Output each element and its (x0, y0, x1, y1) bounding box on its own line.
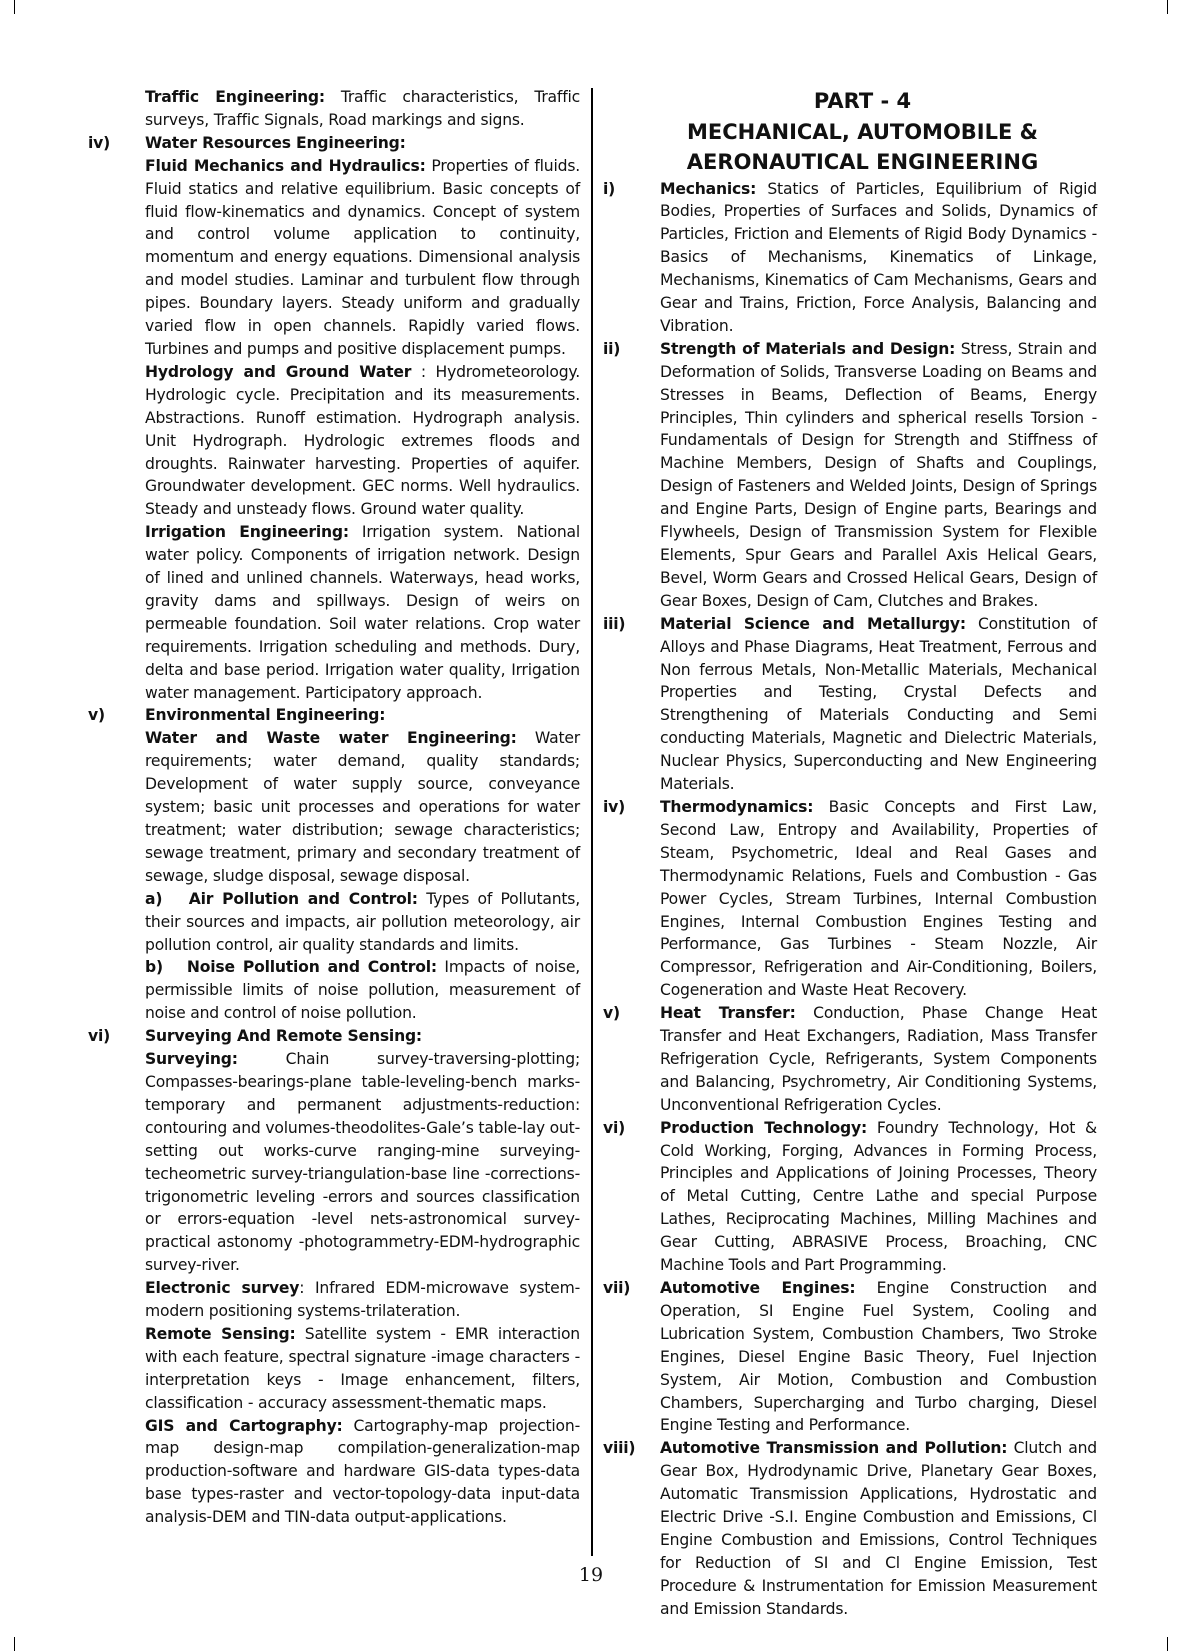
item-text: Engine Construction and Operation, SI Engine Fuel System, Cooling and Lubrication System, Combustion Chambers, Two Stroke Engines, Diesel Engine Basic Theory, Fuel Injection System, Air Motion, Combustion and Combustion Chambers, Supercharging and Turbo charging, Diesel Engine Testing and Performance. (660, 1279, 1097, 1435)
page-number: 19 (578, 1564, 604, 1586)
item-heading: Production Technology: (660, 1118, 867, 1137)
item-paragraph (660, 1277, 1097, 1437)
sub-text: : Hydrometeorology. Hydrologic cycle. Precipitation and its measurements. Abstractions. Runoff estimation. Hydrograph analysis. Unit Hydrograph. Hydrologic extremes floods and droughts. Rainwater harvesting. Properties of aquifer. Groundwater development. GEC norms. Well hydraulics. Steady and unsteady flows. Ground water quality. (145, 362, 580, 519)
sub-paragraph (145, 1323, 580, 1415)
item-paragraph (660, 178, 1097, 338)
item-text: Constitution of Alloys and Phase Diagrams, Heat Treatment, Ferrous and Non ferrous Metals, Non-Metallic Materials, Mechanical Properties and Testing, Crystal Defects and Strengthening of Materials Conducting and Semi conducting Materials, Magnetic and Dielectric Materials, Nuclear Physics, Superconducting and New Engineering Materials. (660, 614, 1097, 794)
item-paragraph (660, 613, 1097, 796)
sub-paragraph (145, 1415, 580, 1530)
sub-text: Cartography-map projection-map design-map compilation-generalization-map production-software and hardware GIS-data types-data base types-raster and vector-topology-data input-data analysis-DEM and TIN-data output-applications. (145, 1416, 581, 1527)
sub-heading: Surveying: (145, 1050, 238, 1069)
item-number: vi) (603, 1118, 626, 1137)
item-heading: Heat Transfer: (660, 1004, 796, 1023)
item-text: Basic Concepts and First Law, Second Law, Entropy and Availability, Properties of Steam, Psychometric, Ideal and Real Gases and Thermodynamic Relations, Fuels and Combustion - Gas Power Cycles, Stream Turbines, Internal Combustion Engines, Internal Combustion Engines Testing and Performance, Gas Turbines - Steam Nozzle, Air Compressor, Refrigeration and Air-Conditioning, Boilers, Cogeneration and Waste Heat Recovery. (660, 797, 1097, 1000)
right-column (603, 86, 1097, 1621)
sub-text: Types of Pollutants, their sources and impacts, air pollution meteorology, air pollution control, air quality standards and limits. (145, 889, 580, 954)
syllabus-item-iv (603, 796, 1097, 1002)
item-heading: Material Science and Metallurgy: (660, 614, 966, 633)
sub-text: Impacts of noise, permissible limits of noise pollution, measurement of noise and control of noise pollution. (145, 958, 580, 1023)
item-number: vi) (88, 1027, 111, 1046)
item-number: vii) (603, 1279, 631, 1297)
sub-text: Water requirements; water demand, quality standards; Development of water supply source, conveyance system; basic unit processes and operations for water treatment; water distribution; sewage characteristics; sewage treatment, primary and secondary treatment of sewage, sludge disposal, sewage disposal. (145, 729, 580, 885)
item-paragraph (660, 1002, 1097, 1117)
item-title: Water Resources Engineering: (145, 133, 406, 152)
item-paragraph (660, 338, 1097, 613)
traffic-engineering-text: Traffic characteristics, Traffic surveys, Traffic Signals, Road markings and signs. (145, 88, 581, 129)
syllabus-item-v (88, 704, 580, 1025)
item-number: i) (603, 179, 616, 198)
crop-mark-bottom-right (1167, 1637, 1182, 1651)
sub-paragraph (145, 1277, 580, 1323)
item-text: Clutch and Gear Box, Hydrodynamic Drive, Planetary Gear Boxes, Automatic Transmission Applications, Hydrostatic and Electric Drive -S.I. Engine Combustion and Emissions, Cl Engine Combustion and Emissions, Control Techniques for Reduction of SI and Cl Engine Emission, Test Procedure & Instrumentation for Emission Measurement and Emission Standards. (660, 1439, 1098, 1618)
part-title: PART - 4 (813, 89, 912, 113)
sub-paragraph (145, 956, 580, 1025)
item-paragraph (660, 1437, 1097, 1620)
sub-text: : Infrared EDM-microwave system-modern positioning systems-trilateration. (145, 1279, 580, 1321)
item-number: v) (88, 706, 105, 725)
item-number: viii) (603, 1439, 636, 1458)
item-text: Conduction, Phase Change Heat Transfer and Heat Exchangers, Radiation, Mass Transfer Refrigeration Cycle, Refrigerants, System Components and Balancing, Psychrometry, Air Conditioning Systems, Unconventional Refrigeration Cycles. (660, 1004, 1097, 1114)
syllabus-item-ii (603, 338, 1097, 613)
item-title: Environmental Engineering: (145, 706, 386, 725)
syllabus-item-viii (603, 1437, 1097, 1620)
sub-heading: Water and Waste water Engineering: (145, 729, 517, 748)
crop-mark-bottom-left (0, 1637, 15, 1651)
item-heading: Mechanics: (660, 179, 757, 198)
crop-mark-top-left (0, 0, 15, 14)
crop-mark-top-right (1167, 0, 1182, 14)
sub-paragraph (145, 155, 580, 361)
sub-paragraph (145, 888, 580, 957)
section-title-line-1: MECHANICAL, AUTOMOBILE & (687, 119, 1038, 144)
item-number: iii) (603, 614, 626, 633)
sub-heading: Irrigation Engineering: (145, 523, 349, 542)
sub-heading: Electronic survey (145, 1279, 300, 1298)
syllabus-item-vi (603, 1117, 1097, 1277)
section-title-line-2: AERONAUTICAL ENGINEERING (686, 150, 1039, 174)
sub-heading: b) Noise Pollution and Control: (145, 958, 437, 977)
sub-paragraph (145, 1048, 580, 1277)
item-paragraph (660, 1117, 1097, 1277)
sub-paragraph (145, 727, 580, 887)
sub-heading: Hydrology and Ground Water (145, 362, 412, 381)
syllabus-item-i (603, 178, 1097, 338)
syllabus-item-iii (603, 613, 1097, 796)
sub-paragraph (145, 521, 580, 704)
sub-heading: Remote Sensing: (145, 1324, 296, 1343)
sub-text: Properties of fluids. Fluid statics and relative equilibrium. Basic concepts of fluid flow-kinematics and dynamics. Concept of system and control volume application to continuity, momentum and energy equations. Dimensional analysis and model studies. Laminar and turbulent flow through pipes. Boundary layers. Steady uniform and gradually varied flow in open channels. Rapidly varied flows. Turbines and pumps and positive displacement pumps. (145, 156, 581, 358)
item-number: v) (603, 1004, 620, 1023)
item-paragraph (660, 796, 1097, 1002)
item-heading: Thermodynamics: (660, 797, 814, 816)
syllabus-item-v (603, 1002, 1097, 1117)
item-text: Foundry Technology, Hot & Cold Working, Forging, Advances in Forming Process, Principles and Applications of Joining Processes, Theory of Metal Cutting, Centre Lathe and special Purpose Lathes, Reciprocating Machines, Milling Machines and Gear Cutting, ABRASIVE Process, Broaching, CNC Machine Tools and Part Programming. (660, 1118, 1098, 1275)
item-text: Stress, Strain and Deformation of Solids, Transverse Loading on Beams and Stresses in Beams, Deflection of Beams, Energy Principles, Thin cylinders and spherical resells Torsion - Fundamentals of Design for Strength and Stiffness of Machine Members, Design of Shafts and Couplings, Design of Fasteners and Welded Joints, Design of Springs and Engine Parts, Design of Engine parts, Bearings and Flywheels, Design of Transmission System for Flexible Elements, Spur Gears and Parallel Axis Helical Gears, Bevel, Worm Gears and Crossed Helical Gears, Design of Gear Boxes, Design of Cam, Clutches and Brakes. (660, 339, 1098, 610)
sub-heading: GIS and Cartography: (145, 1416, 343, 1435)
column-divider (591, 88, 593, 1556)
item-title: Surveying And Remote Sensing: (145, 1027, 422, 1046)
sub-text: Irrigation system. National water policy. Components of irrigation network. Design of lined and unlined channels. Waterways, head works, gravity dams and spillways. Design of weirs on permeable foundation. Soil water relations. Crop water requirements. Irrigation scheduling and methods. Dury, delta and base period. Irrigation water quality, Irrigation water management. Participatory approach. (145, 523, 580, 702)
syllabus-item-iv (88, 132, 580, 705)
item-heading: Automotive Engines: (660, 1279, 856, 1297)
sub-paragraph (145, 361, 580, 521)
item-heading: Automotive Transmission and Pollution: (660, 1439, 1008, 1458)
item-heading: Strength of Materials and Design: (660, 339, 956, 358)
traffic-engineering-heading: Traffic Engineering: (145, 88, 325, 106)
item-number: iv) (88, 133, 111, 152)
sub-heading: Fluid Mechanics and Hydraulics: (145, 156, 426, 175)
item-number: iv) (603, 797, 626, 816)
syllabus-item-vii (603, 1277, 1097, 1437)
item-number: ii) (603, 339, 621, 358)
item-text: Statics of Particles, Equilibrium of Rigid Bodies, Properties of Surfaces and Solids, Dynamics of Particles, Friction and Elements of Rigid Body Dynamics - Basics of Mechanisms, Kinematics of Linkage, Mechanisms, Kinematics of Cam Mechanisms, Gears and Gear and Trains, Friction, Force Analysis, Balancing and Vibration. (660, 179, 1097, 335)
left-column (88, 86, 580, 1529)
traffic-engineering-paragraph (88, 86, 580, 132)
syllabus-item-vi (88, 1025, 580, 1529)
sub-heading: a) Air Pollution and Control: (145, 889, 418, 908)
sub-text: Satellite system - EMR interaction with each feature, spectral signature -image characters - interpretation keys - Image enhancement, filters, classification - accuracy assessment-thematic maps. (145, 1324, 580, 1412)
sub-text: Chain survey-traversing-plotting; Compasses-bearings-plane table-leveling-bench marks-temporary and permanent adjustments-reduction: contouring and volumes-theodolites-Gale’s table-lay out-setting out works-curve ranging-mine surveying- techeometric survey-triangulation-base line -corrections-trigonometric leveling -errors and sources classification or errors-equation -level nets-astronomical survey-practical astonomy -photogrammetry-EDM-hydrographic survey-river. (145, 1050, 580, 1275)
